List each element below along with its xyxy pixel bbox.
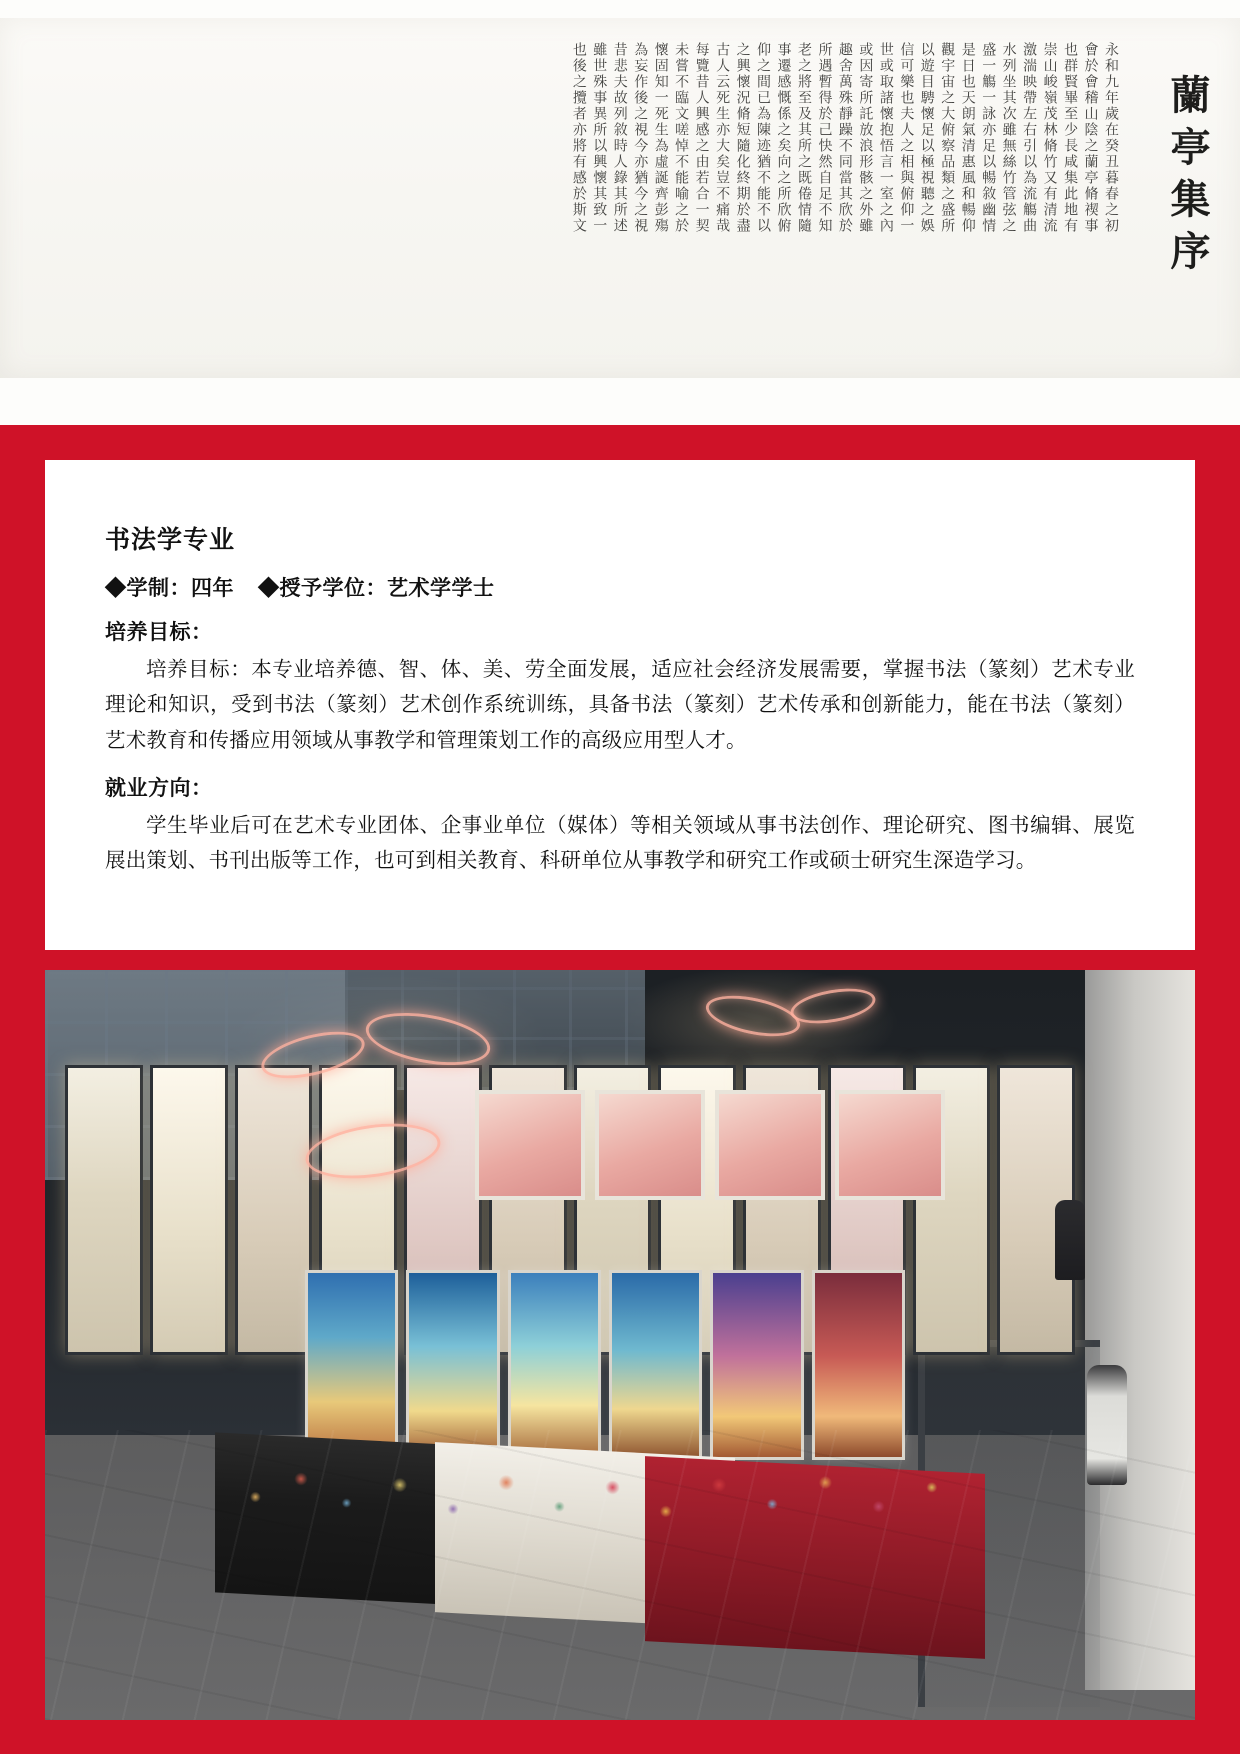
calligraphy-column: 是日也天朗氣清惠風和暢仰 xyxy=(959,42,976,234)
calligraphy-column: 每覽昔人興感之由若合一契 xyxy=(693,42,710,234)
floor-tiles xyxy=(45,1430,1195,1720)
calligraphy-column: 會於會稽山陰之蘭亭脩禊事 xyxy=(1082,42,1099,234)
framed-artwork xyxy=(475,1090,585,1200)
framed-artwork xyxy=(595,1090,705,1200)
calligraphy-column: 信可樂也夫人之相與俯仰一 xyxy=(898,42,915,234)
calligraphy-column: 為妄作後之視今亦猶今之視 xyxy=(632,42,649,234)
degree-label: ◆授予学位： xyxy=(258,577,387,600)
degree-value: 艺术学学士 xyxy=(387,577,495,600)
duration-label: ◆学制： xyxy=(105,577,191,600)
calligraphy-column: 懷固知一死生為虛誕齊彭殤 xyxy=(652,42,669,234)
duration-value: 四年 xyxy=(191,577,234,600)
calligraphy-column: 老之將至及其所之既倦情隨 xyxy=(795,42,812,234)
calligraphy-column: 事遷感慨係之矣向之所欣俯 xyxy=(775,42,792,234)
calligraphy-column: 崇山峻嶺茂林脩竹又有清流 xyxy=(1041,42,1058,234)
framed-artwork-row xyxy=(475,1090,945,1200)
calligraphy-column: 激湍映帶左右引以為流觴曲 xyxy=(1021,42,1038,234)
calligraphy-column: 盛一觴一詠亦足以暢敘幽情 xyxy=(980,42,997,234)
calligraphy-column: 也後之攬者亦將有感於斯文 xyxy=(570,42,587,234)
display-cabinet xyxy=(65,1065,143,1355)
calligraphy-column: 水列坐其次雖無絲竹管弦之 xyxy=(1000,42,1017,234)
employment-heading: 就业方向： xyxy=(105,776,213,800)
calligraphy-columns xyxy=(569,42,1120,358)
major-info-card xyxy=(45,460,1195,950)
calligraphy-title: 蘭亭集序 xyxy=(1164,74,1211,282)
calligraphy-column: 趣舍萬殊靜躁不同當其欣於 xyxy=(836,42,853,234)
red-page-body xyxy=(0,425,1240,1754)
ring-light-icon xyxy=(702,988,803,1043)
objective-heading: 培养目标： xyxy=(105,621,213,644)
calligraphy-paper xyxy=(0,18,1240,378)
calligraphy-column: 昔悲夫故列敘時人錄其所述 xyxy=(611,42,628,234)
calligraphy-column: 以遊目騁懷足以極視聽之娛 xyxy=(918,42,935,234)
calligraphy-column: 仰之間已為陳迹猶不能不以 xyxy=(755,42,772,234)
calligraphy-column: 古人云死生亦大矣豈不痛哉 xyxy=(714,42,731,234)
calligraphy-column: 所遇暫得於己快然自足不知 xyxy=(816,42,833,234)
calligraphy-column: 未嘗不臨文嗟悼不能喻之於 xyxy=(673,42,690,234)
framed-artwork xyxy=(835,1090,945,1200)
display-cabinet xyxy=(235,1065,313,1355)
calligraphy-column: 也群賢畢至少長咸集此地有 xyxy=(1062,42,1079,234)
display-cabinet xyxy=(150,1065,228,1355)
calligraphy-column: 觀宇宙之大俯察品類之盛所 xyxy=(939,42,956,234)
calligraphy-column: 世或取諸懷抱悟言一室之內 xyxy=(877,42,894,234)
calligraphy-column: 之興懷況脩短隨化終期於盡 xyxy=(734,42,751,234)
calligraphy-banner xyxy=(0,0,1240,425)
calligraphy-column: 雖世殊事異所以興懷其致一 xyxy=(591,42,608,234)
objective-paragraph: 培养目标：本专业培养德、智、体、美、劳全面发展，适应社会经济发展需要，掌握书法（篆刻）艺术专业理论和知识，受到书法（篆刻）艺术创作系统训练，具备书法（篆刻）艺术传承和创新能力，能在书法（篆刻）艺术教育和传播应用领域从事教学和管理策划工作的高级应用型人才。 xyxy=(105,658,1135,752)
calligraphy-column: 永和九年歲在癸丑暮春之初 xyxy=(1103,42,1119,234)
calligraphy-column: 或因寄所託放浪形骸之外雖 xyxy=(857,42,874,234)
visitor-figure xyxy=(1055,1200,1085,1280)
ring-light-icon xyxy=(788,983,878,1029)
photo-scene xyxy=(45,970,1195,1720)
employment-paragraph: 学生毕业后可在艺术专业团体、企事业单位（媒体）等相关领域从事书法创作、理论研究、图书编辑、展览展出策划、书刊出版等工作，也可到相关教育、科研单位从事教学和研究工作或硕士研究生深造学习。 xyxy=(105,813,1135,872)
exhibition-photo xyxy=(45,970,1195,1720)
program-meta xyxy=(105,572,1135,602)
framed-artwork xyxy=(715,1090,825,1200)
page-title: 书法学专业 xyxy=(105,526,236,554)
